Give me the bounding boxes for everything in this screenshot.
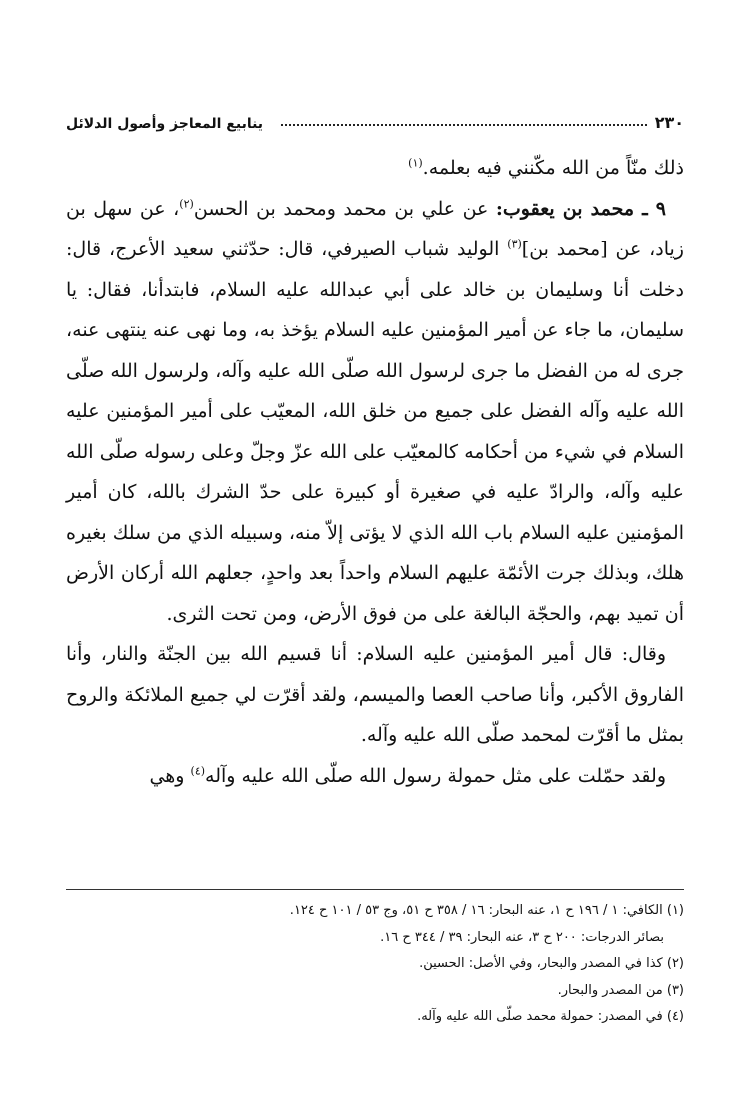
running-book-title: ينابيع المعاجز وأصول الدلائل [66,116,264,132]
page-header [66,106,684,132]
footnote-3: (٣) من المصدر والبحار. [557,982,684,998]
paragraph-4 [66,756,684,797]
footnote-1-continued: بصائر الدرجات: ٢٠٠ ح ٣، عنه البحار: ٣٩ / ٣٤٤ ح ١٦. [380,929,664,945]
paragraph-2-text-b: ، عن سهل بن زياد، عن [محمد بن] [66,197,684,260]
footnote-ref-2: (٢) [179,197,194,211]
footnote-4: (٤) في المصدر: حمولة محمد صلّى الله عليه وآله. [417,1009,684,1024]
narration-heading: ٩ ـ محمد بن يعقوب: [495,197,666,220]
footnote-separator [66,889,684,890]
footnote-2: (٢) كذا في المصدر والبحار، وفي الأصل: الحسين. [419,956,684,971]
page-number: ٢٣٠ [654,113,684,132]
paragraph-2 [66,189,684,635]
paragraph-1-text: ذلك منّاً من الله مكّنني فيه بعلمه. [422,157,684,179]
footnote-ref-4: (٤) [190,764,206,778]
footnote-1: (١) الكافي: ١ / ١٩٦ ح ١، عنه البحار: ١٦ / ٣٥٨ ح ٥١، وج ٥٣ / ١٠١ ح ١٢٤. [289,903,684,918]
footnote-ref-1: (١) [408,156,423,170]
main-text [66,148,684,796]
paragraph-2-text-c: الوليد شباب الصيرفي، قال: حدّثني سعيد الأعرج، قال: دخلت أنا وسليمان بن خالد على أبي عبدالله عليه السلام، فابتدأنا، فقال: يا سليمان، ما جاء عن أمير المؤمنين عليه السلام يؤخذ به، وما نهى عنه ينتهى عنه، جرى له من الفضل ما جرى لرسول الله صلّى الله عليه وآله، ولرسول الله صلّى الله عليه وآله الفضل على جميع من خلق الله، المعيّب على أمير المؤمنين عليه السلام في شيء من أحكامه كالمعيّب على الله عزّ وجلّ وعلى رسوله صلّى الله عليه وآله، والرادّ عليه في صغيرة أو كبيرة على حدّ الشرك بالله، كان أمير المؤمنين عليه السلام باب الله الذي لا يؤتى إلاّ منه، وسبيله الذي من سلك بغيره هلك، وبذلك جرت الأئمّة عليهم السلام واحداً بعد واحدٍ، جعلهم الله أركان الأرض أن تميد بهم، والحجّة البالغة على من فوق الأرض، ومن تحت الثرى. [66,238,684,625]
paragraph-4-text-a: ولقد حمّلت على مثل حمولة رسول الله صلّى الله عليه وآله [205,764,666,787]
paragraph-4-text-b: وهي [149,764,191,787]
footnotes [66,898,684,1031]
footnote-ref-3: (٣) [507,237,522,251]
paragraph-3: وقال: قال أمير المؤمنين عليه السلام: أنا قسيم الله بين الجنّة والنار، وأنا الفاروق الأكبر، وأنا صاحب العصا والميسم، ولقد أقرّت لي جميع الملائكة والروح بمثل ما أقرّت لمحمد صلّى الله عليه وآله. [66,643,684,746]
paragraph-1 [66,148,684,189]
paragraph-2-text-a: عن علي بن محمد ومحمد بن الحسن [193,197,496,220]
header-dotted-leader [281,124,647,126]
